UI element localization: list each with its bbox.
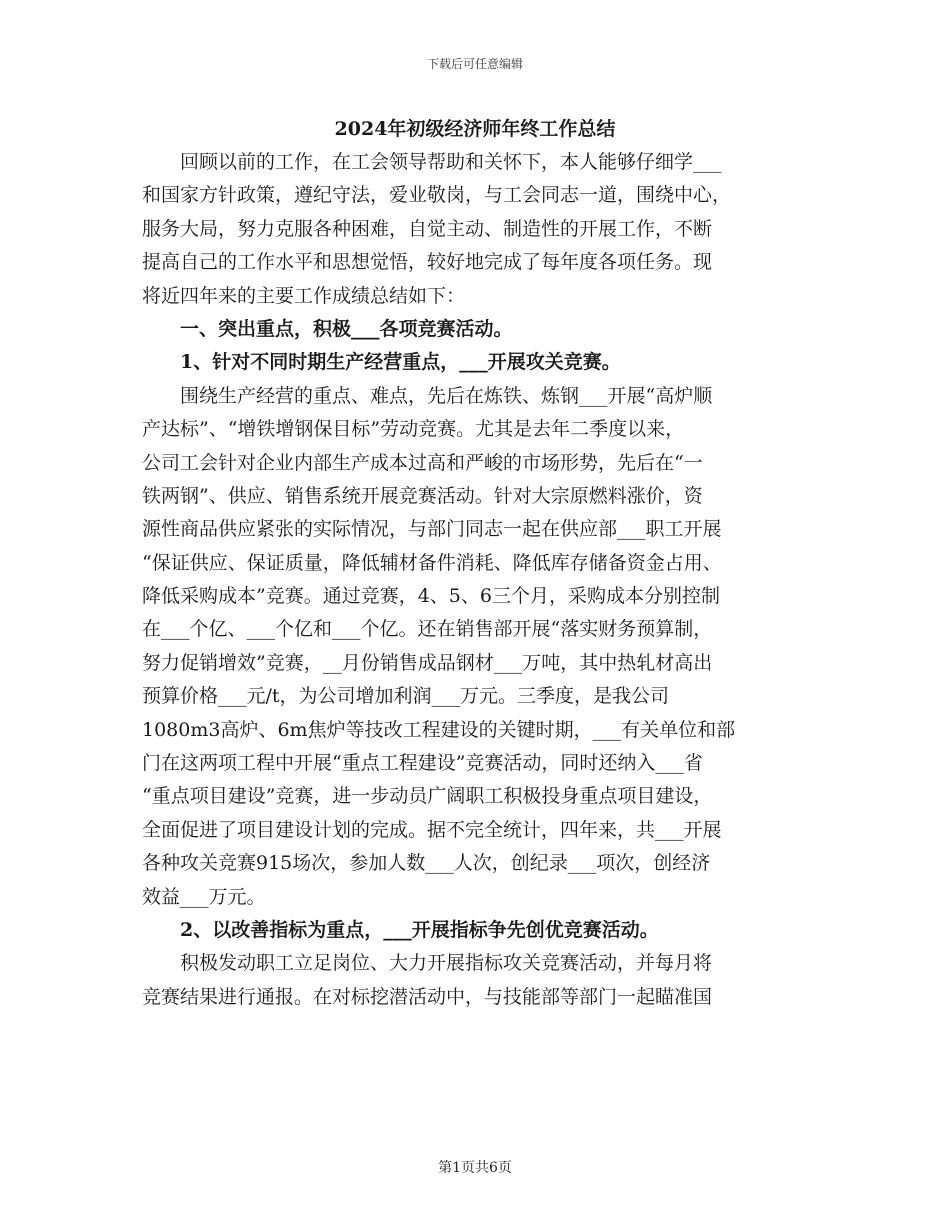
document-title: 2024年初级经济师年终工作总结 bbox=[334, 118, 616, 140]
document-text bbox=[142, 146, 808, 1014]
section-heading: 一、突出重点，积极___各项竞赛活动。 bbox=[180, 317, 513, 340]
document-body bbox=[142, 112, 808, 1014]
text-line: 源性商品供应紧张的实际情况，与部门同志一起在供应部___职工开展 bbox=[142, 518, 722, 541]
text-line: 各种攻关竞赛915场次，参加人数___人次，创纪录___项次，创经济 bbox=[142, 852, 711, 875]
text-line: 将近四年来的主要工作成绩总结如下： bbox=[142, 284, 466, 307]
section-heading: 2、以改善指标为重点，___开展指标争先创优竞赛活动。 bbox=[180, 918, 659, 941]
text-line: 服务大局，努力克服各种困难，自觉主动、制造性的开展工作，不断 bbox=[142, 217, 713, 240]
text-line: 产达标”、“增铁增钢保目标”劳动竞赛。尤其是去年二季度以来， bbox=[142, 418, 685, 441]
text-line: 和国家方针政策，遵纪守法，爱业敬岗，与工会同志一道，围绕中心， bbox=[142, 184, 732, 207]
text-line: 全面促进了项目建设计划的完成。据不完全统计，四年来，共___开展 bbox=[142, 818, 722, 841]
text-line: “保证供应、保证质量，降低辅材备件消耗、降低库存储备资金占用、 bbox=[142, 551, 722, 574]
page-number: 第1页共6页 bbox=[438, 1160, 512, 1176]
section-heading: 1、针对不同时期生产经营重点，___开展攻关竞赛。 bbox=[180, 351, 621, 374]
text-line: 努力促销增效”竞赛，__月份销售成品钢材___万吨，其中热轧材高出 bbox=[142, 651, 713, 674]
text-line: 在___个亿、___个亿和___个亿。还在销售部开展“落实财务预算制， bbox=[142, 618, 713, 641]
text-line: 提高自己的工作水平和思想觉悟，较好地完成了每年度各项任务。现 bbox=[142, 251, 713, 274]
text-line: 1080m3高炉、6m焦炉等技改工程建设的关键时期，___有关单位和部 bbox=[142, 718, 736, 741]
text-line: 公司工会针对企业内部生产成本过高和严峻的市场形势，先后在“一 bbox=[142, 451, 703, 474]
text-line: 效益___万元。 bbox=[142, 885, 266, 908]
text-line: 降低采购成本”竞赛。通过竞赛，4、5、6三个月，采购成本分别控制 bbox=[142, 585, 720, 608]
text-line: 铁两钢”、供应、销售系统开展竞赛活动。针对大宗原燃料涨价，资 bbox=[142, 484, 703, 507]
text-line: 回顾以前的工作，在工会领导帮助和关怀下，本人能够仔细学___ bbox=[180, 151, 722, 173]
header-note: 下载后可任意编辑 bbox=[426, 57, 523, 71]
text-line: 竞赛结果进行通报。在对标挖潜活动中，与技能部等部门一起瞄准国 bbox=[142, 985, 713, 1008]
text-line: 预算价格___元/t，为公司增加利润___万元。三季度，是我公司 bbox=[142, 685, 670, 708]
text-line: 门在这两项工程中开展“重点工程建设”竞赛活动，同时还纳入___省 bbox=[142, 752, 703, 775]
text-line: “重点项目建设”竞赛，进一步动员广阔职工积极投身重点项目建设， bbox=[142, 785, 713, 808]
text-line: 积极发动职工立足岗位、大力开展指标攻关竞赛活动，并每月将 bbox=[180, 952, 713, 975]
text-line: 围绕生产经营的重点、难点，先后在炼铁、炼钢___开展“高炉顺 bbox=[180, 384, 713, 407]
